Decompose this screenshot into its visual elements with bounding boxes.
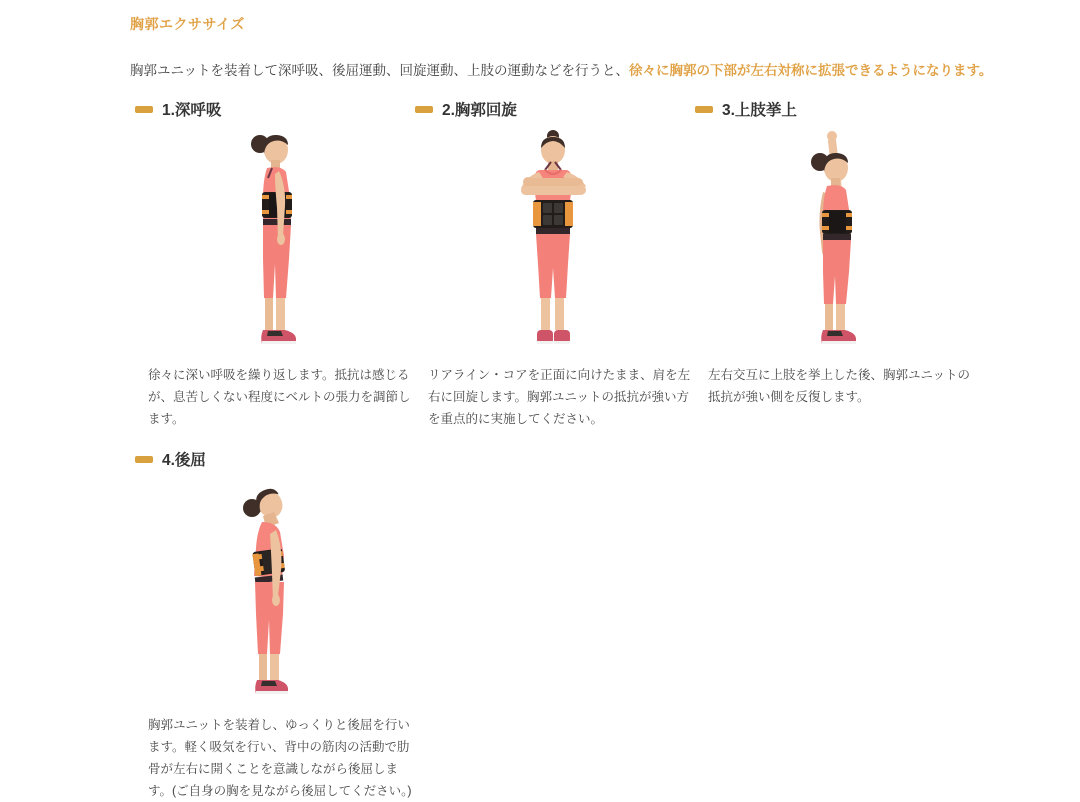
- exercise-3-heading-label: 3.上肢挙上: [722, 102, 797, 120]
- woman-profile-arm-raised-illustration: [773, 128, 897, 354]
- exercise-2-description: リアライン・コアを正面に向けたまま、肩を左右に回旋します。胸郭ユニットの抵抗が強い方を重点的に実施してください。: [428, 368, 691, 427]
- exercise-3-photo: [695, 124, 975, 354]
- dash-icon: [135, 106, 153, 113]
- exercise-3-heading: [695, 98, 975, 120]
- exercise-4-photo: [135, 474, 415, 704]
- exercise-grid: [135, 98, 971, 802]
- exercise-2-heading-label: 2.胸郭回旋: [442, 102, 517, 120]
- exercise-4-heading: [135, 448, 415, 470]
- dash-icon: [135, 456, 153, 463]
- exercise-2-photo: [415, 124, 695, 354]
- woman-standing-profile-illustration: [213, 128, 337, 354]
- exercise-card-1: [135, 98, 415, 430]
- exercise-card-3: [695, 98, 975, 430]
- exercise-1-heading: [135, 98, 415, 120]
- exercise-4-heading-label: 4.後屈: [162, 452, 206, 470]
- intro-paragraph: [130, 61, 993, 81]
- exercise-1-photo: [135, 124, 415, 354]
- woman-profile-back-bend-illustration: [200, 478, 350, 704]
- exercise-card-2: [415, 98, 695, 430]
- dash-icon: [415, 106, 433, 113]
- page-title: 胸郭エクササイズ: [130, 16, 245, 32]
- dash-icon: [695, 106, 713, 113]
- intro-highlight-text: 徐々に胸郭の下部が左右対称に拡張できるようになります。: [628, 63, 993, 78]
- exercise-4-description: 胸郭ユニットを装着し、ゆっくりと後屈を行います。軽く吸気を行い、背中の筋肉の活動で肋骨が左右に開くことを意識しながら後屈します。(ご自身の胸を見ながら後屈してください。): [148, 718, 412, 799]
- intro-text: 胸郭ユニットを装着して深呼吸、後屈運動、回旋運動、上肢の運動などを行うと、: [130, 63, 629, 78]
- exercise-3-description: 左右交互に上肢を挙上した後、胸郭ユニットの抵抗が強い側を反復します。: [708, 368, 971, 405]
- exercise-1-description: 徐々に深い呼吸を繰り返します。抵抗は感じるが、息苦しくない程度にベルトの張力を調節します。: [148, 368, 411, 427]
- exercise-card-4: [135, 448, 415, 802]
- woman-front-arms-crossed-illustration: [487, 128, 623, 354]
- exercise-1-heading-label: 1.深呼吸: [162, 102, 222, 120]
- exercise-2-heading: [415, 98, 695, 120]
